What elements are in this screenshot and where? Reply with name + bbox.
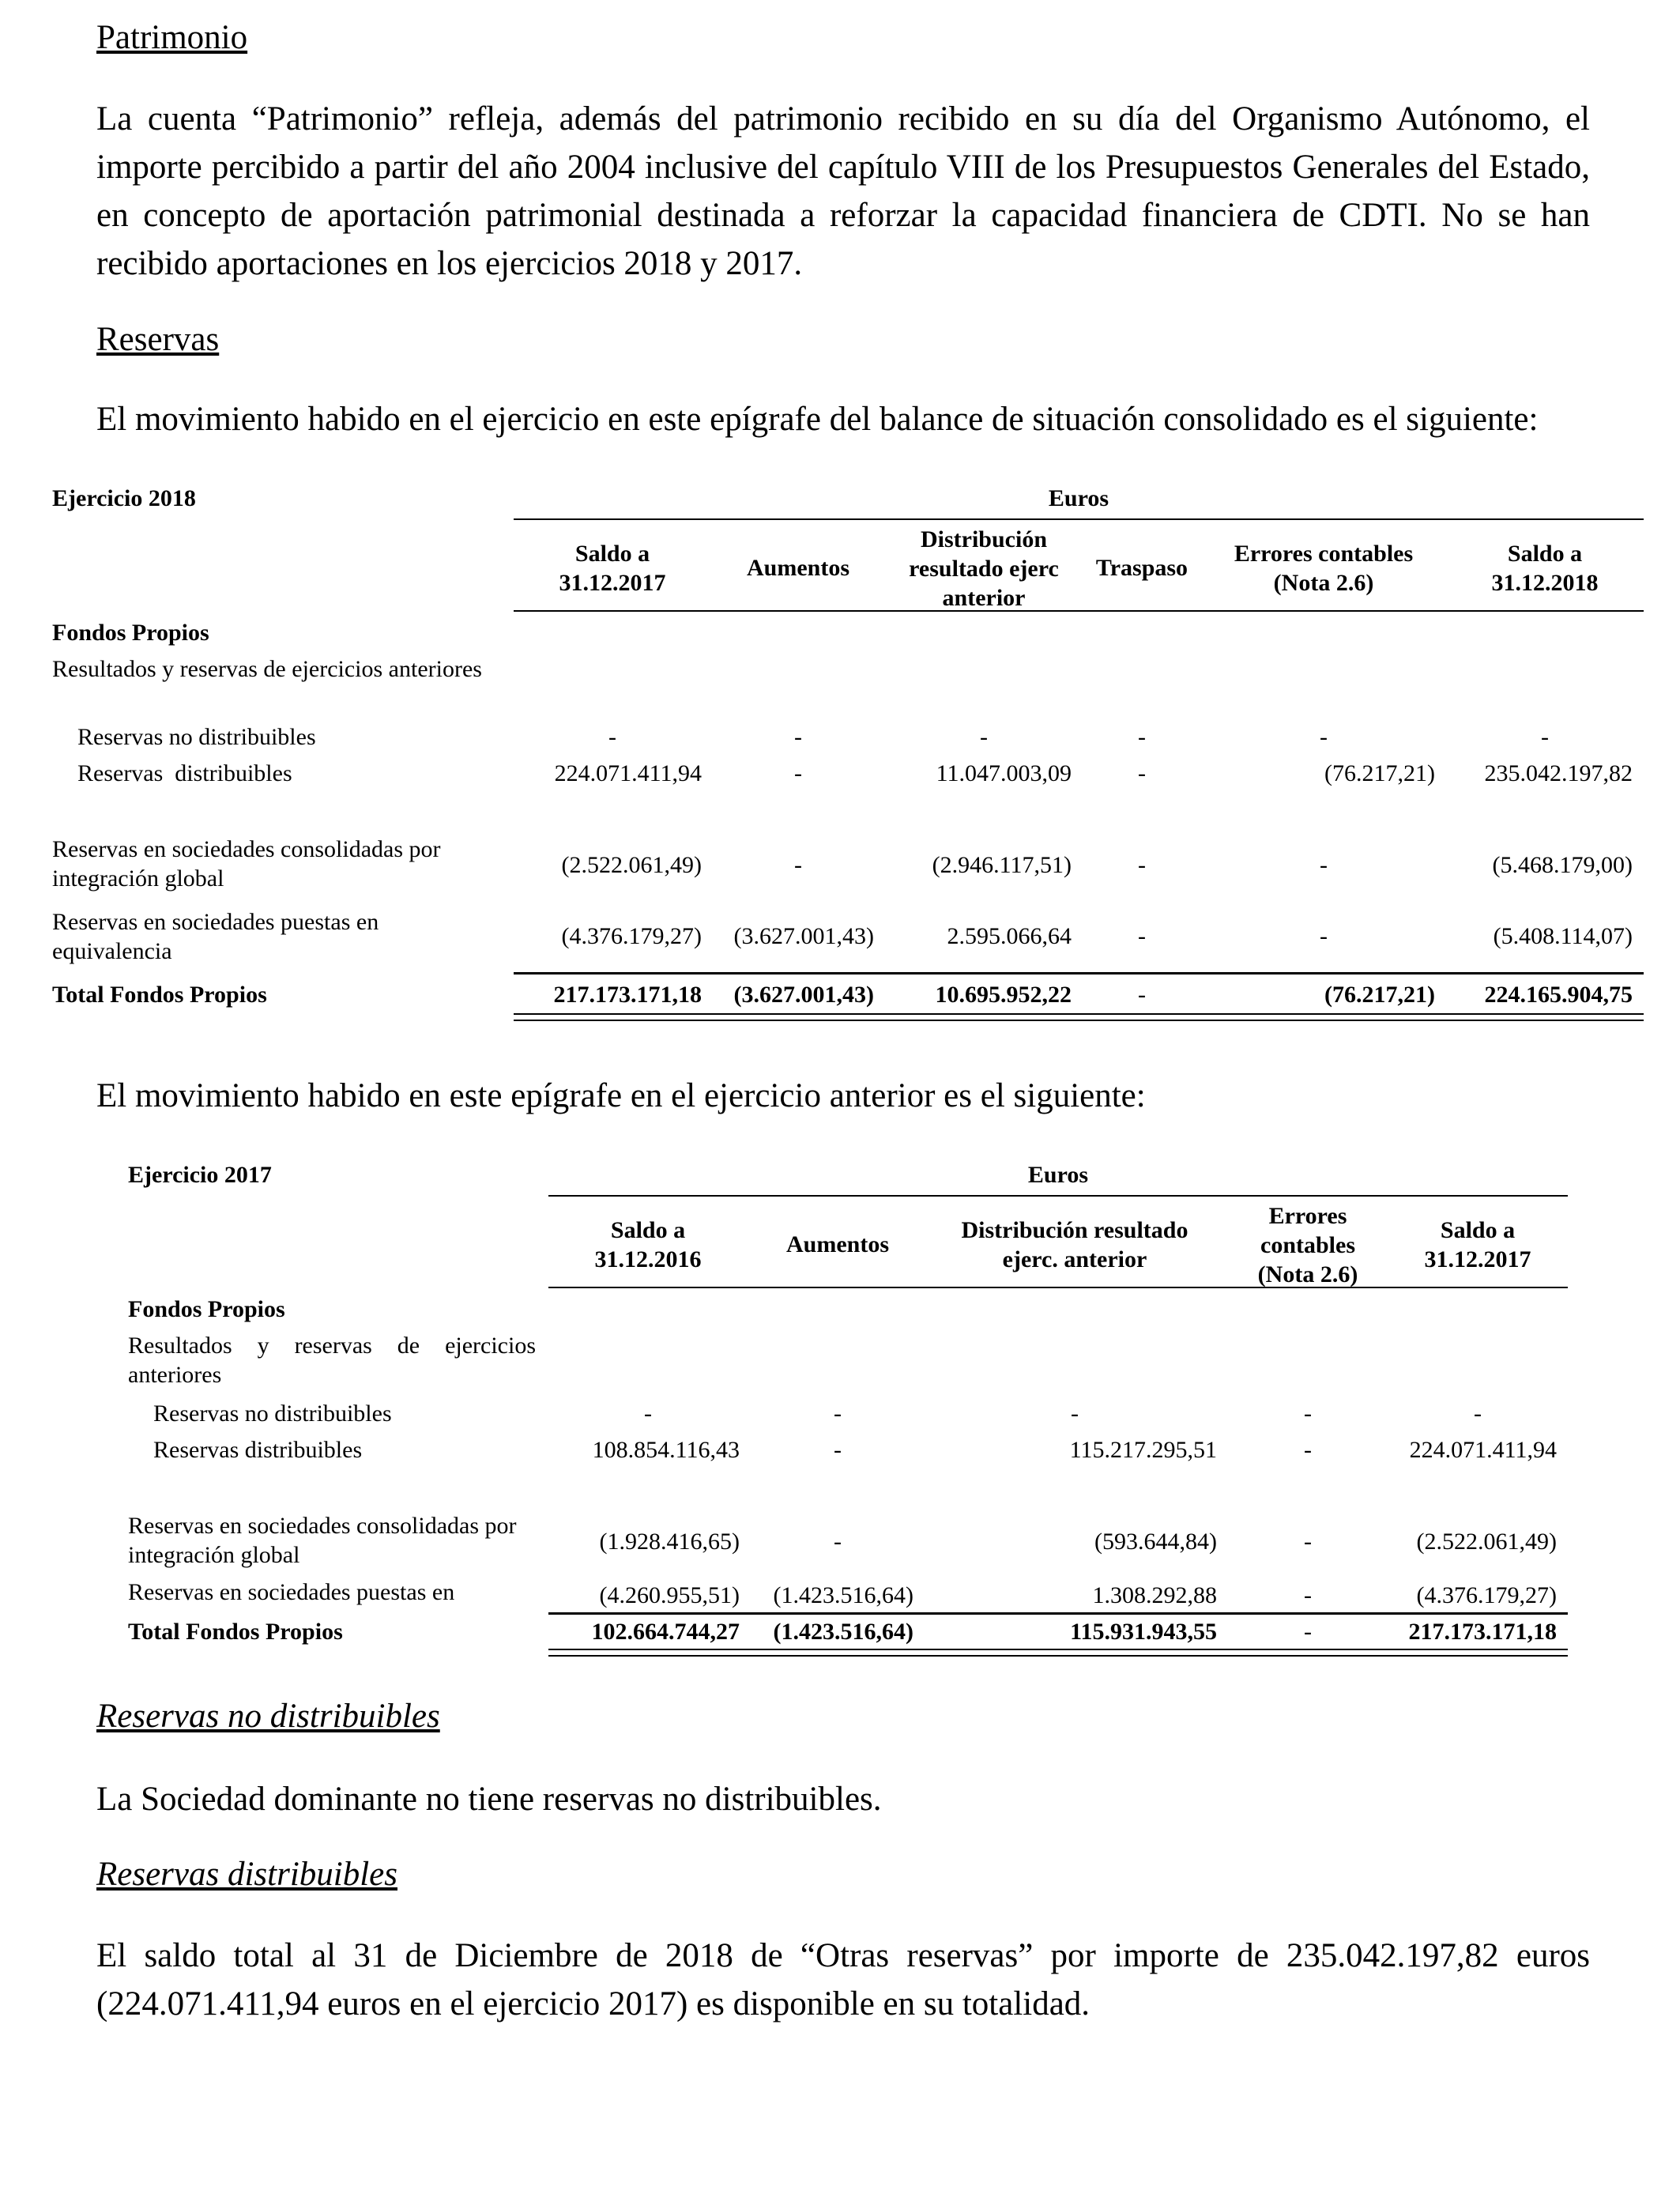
- table-title: Ejercicio 2017: [128, 1162, 272, 1188]
- column-header: Saldo a 31.12.2017: [1424, 1217, 1531, 1272]
- table-cell: 1.308.292,88: [1092, 1582, 1217, 1608]
- table-cell: -: [1474, 1400, 1482, 1427]
- total-cell: (3.627.001,43): [733, 982, 874, 1008]
- table-cell: -: [794, 724, 802, 750]
- table-cell: -: [1304, 1400, 1312, 1427]
- table-cell: (1.423.516,64): [773, 1582, 913, 1608]
- table-cell: -: [644, 1400, 652, 1427]
- total-top-rule: [548, 1612, 1568, 1615]
- total-cell: 102.664.744,27: [591, 1619, 740, 1645]
- table-cell: -: [1138, 923, 1146, 949]
- table-cell: (5.468.179,00): [1492, 852, 1633, 878]
- table-title: Ejercicio 2018: [52, 485, 196, 511]
- table-cell: 11.047.003,09: [936, 760, 1072, 786]
- row-label: Reservas no distribuibles: [153, 1400, 392, 1427]
- table-cell: -: [834, 1437, 842, 1463]
- table-cell: -: [834, 1400, 842, 1427]
- table-cell: -: [608, 724, 616, 750]
- table-cell: -: [980, 724, 988, 750]
- row-label: Reservas en sociedades puestas en equivalencia: [52, 909, 379, 964]
- column-header: Aumentos: [785, 1231, 889, 1257]
- row-label: Reservas en sociedades puestas en: [128, 1579, 455, 1605]
- group-label: Fondos Propios: [128, 1296, 285, 1322]
- total-double-rule-2: [548, 1655, 1568, 1657]
- table-cell: 108.854.116,43: [592, 1437, 740, 1463]
- table-cell: (4.260.955,51): [599, 1582, 740, 1608]
- column-header: Saldo a 31.12.2016: [594, 1217, 702, 1272]
- patrimonio-paragraph: La cuenta “Patrimonio” refleja, además del patrimonio recibido en su día del Organismo Autónomo, el importe percibido a partir del año 2004 inclusive del capítulo VIII de los Presupuestos Generales del Estado, en concepto de aportación patrimonial destinada a reforzar la capacidad financiera de CDTI. No se han recibido aportaciones en los ejercicios 2018 y 2017.: [96, 100, 1590, 282]
- column-header: Distribución resultado ejerc anterior: [909, 526, 1059, 611]
- subgroup-label: Resultados y reservas de ejercicios anteriores: [52, 656, 482, 682]
- column-header: Saldo a 31.12.2018: [1491, 541, 1599, 596]
- table-cell: -: [1320, 923, 1328, 949]
- reservas-intro: El movimiento habido en el ejercicio en este epígrafe del balance de situación consolidado es el siguiente:: [96, 401, 1539, 438]
- table-cell: -: [834, 1529, 842, 1555]
- table-cell: 2.595.066,64: [947, 923, 1072, 949]
- table-cell: -: [1304, 1582, 1312, 1608]
- header-bottom-rule: [548, 1287, 1568, 1288]
- table-cell: (2.946.117,51): [932, 852, 1072, 878]
- table-cell: -: [1320, 852, 1328, 878]
- table-cell: (2.522.061,49): [561, 852, 702, 878]
- total-label: Total Fondos Propios: [52, 982, 267, 1008]
- total-cell: (76.217,21): [1324, 982, 1435, 1008]
- table-cell: -: [1138, 852, 1146, 878]
- table-cell: -: [1304, 1437, 1312, 1463]
- total-cell: (1.423.516,64): [773, 1619, 913, 1645]
- total-cell: 115.931.943,55: [1070, 1619, 1217, 1645]
- table-cell: (2.522.061,49): [1416, 1529, 1557, 1555]
- total-cell: 224.165.904,75: [1484, 982, 1633, 1008]
- column-header: Errores contables (Nota 2.6): [1257, 1203, 1358, 1287]
- table-cell: (593.644,84): [1094, 1529, 1217, 1555]
- header-rule: [548, 1195, 1568, 1197]
- total-cell: 10.695.952,22: [935, 982, 1072, 1008]
- total-cell: -: [1304, 1619, 1312, 1645]
- table-cell: 115.217.295,51: [1069, 1437, 1217, 1463]
- distribuibles-text: El saldo total al 31 de Diciembre de 2018 de “Otras reservas” por importe de 235.042.197,82 euros (224.071.411,94 euros en el ejercicio 2017) es disponible en su totalidad.: [96, 1937, 1590, 2022]
- section-title-reservas: Reservas: [96, 321, 220, 358]
- column-header: Errores contables (Nota 2.6): [1234, 541, 1414, 596]
- row-label: Reservas distribuibles: [77, 760, 292, 786]
- table-cell: 235.042.197,82: [1484, 760, 1633, 786]
- row-label: Reservas distribuibles: [153, 1437, 363, 1463]
- total-double-rule-1: [548, 1649, 1568, 1650]
- table-cell: -: [1320, 724, 1328, 750]
- row-label: Reservas en sociedades consolidadas por integración global: [52, 836, 441, 892]
- table-cell: -: [1071, 1400, 1079, 1427]
- column-header: Aumentos: [746, 555, 849, 581]
- table-cell: (76.217,21): [1324, 760, 1435, 786]
- table-cell: (4.376.179,27): [1416, 1582, 1557, 1608]
- currency-label: Euros: [1048, 485, 1109, 511]
- total-label: Total Fondos Propios: [128, 1619, 343, 1645]
- table-cell: -: [794, 852, 802, 878]
- table-cell: -: [1138, 760, 1146, 786]
- table-cell: 224.071.411,94: [554, 760, 702, 786]
- section-title-no-distribuibles: Reservas no distribuibles: [96, 1698, 440, 1735]
- section-title-distribuibles: Reservas distribuibles: [96, 1856, 397, 1893]
- table-cell: (3.627.001,43): [733, 923, 874, 949]
- group-label: Fondos Propios: [52, 620, 209, 646]
- table-cell: (4.376.179,27): [561, 923, 702, 949]
- subgroup-label: Resultados y reservas de ejercicios anteriores: [128, 1333, 536, 1388]
- table-cell: -: [1541, 724, 1549, 750]
- table-cell: -: [794, 760, 802, 786]
- table-cell: -: [1304, 1529, 1312, 1555]
- section-title-patrimonio: Patrimonio: [96, 19, 248, 56]
- row-label: Reservas en sociedades consolidadas por integración global: [128, 1513, 517, 1568]
- column-header: Distribución resultado ejerc. anterior: [961, 1217, 1188, 1272]
- total-cell: 217.173.171,18: [1408, 1619, 1557, 1645]
- table-cell: 224.071.411,94: [1409, 1437, 1557, 1463]
- column-header: Traspaso: [1095, 555, 1188, 581]
- currency-label: Euros: [1027, 1162, 1089, 1188]
- no-distribuibles-text: La Sociedad dominante no tiene reservas no distribuibles.: [96, 1781, 882, 1818]
- table-cell: (5.408.114,07): [1493, 923, 1633, 949]
- column-header: Saldo a 31.12.2017: [559, 541, 666, 596]
- row-label: Reservas no distribuibles: [77, 724, 316, 750]
- table-cell: -: [1138, 724, 1146, 750]
- total-cell: -: [1138, 982, 1146, 1008]
- intro-2017: El movimiento habido en este epígrafe en el ejercicio anterior es el siguiente:: [96, 1077, 1146, 1114]
- table-cell: (1.928.416,65): [599, 1529, 740, 1555]
- total-cell: 217.173.171,18: [553, 982, 702, 1008]
